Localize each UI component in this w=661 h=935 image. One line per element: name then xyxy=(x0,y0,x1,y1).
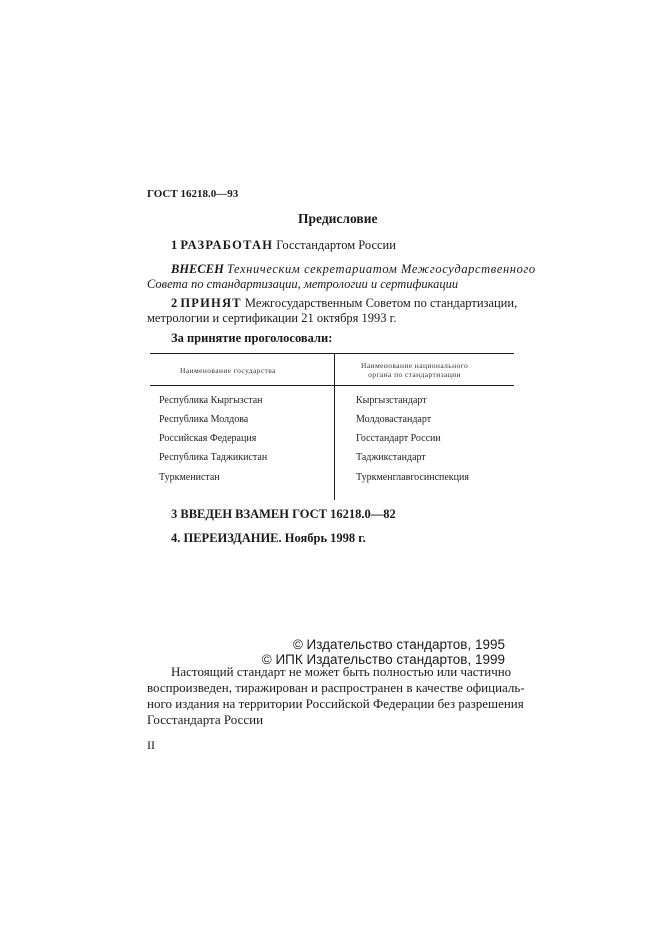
notice-line-1: Настоящий стандарт не может быть полностью или частично xyxy=(171,664,512,679)
page-number: II xyxy=(147,738,155,752)
item-developed-number: 1 xyxy=(171,238,178,252)
item-introduced-text: Техническим секретариатом Межгосударственного xyxy=(226,262,536,276)
item-adopted-keyword: ПРИНЯТ xyxy=(180,296,242,310)
table-header-body-line1: Наименование национального xyxy=(361,361,469,370)
item-adopted-number: 2 xyxy=(171,296,178,310)
table-header-body-line2: органа по стандартизации xyxy=(368,370,461,379)
item-developed xyxy=(171,238,396,253)
table-row-1-body: Кыргызстандарт xyxy=(356,395,427,406)
table-column-divider xyxy=(334,353,335,500)
table-header-body xyxy=(361,361,468,379)
table-header-state: Наименование государства xyxy=(180,366,276,375)
notice-line-3: ного издания на территории Российской Федерации без разрешения xyxy=(147,696,524,711)
table-row-2-state: Республика Молдова xyxy=(159,414,249,425)
table-row-5-state: Туркменистан xyxy=(159,472,220,483)
item-adopted-line1 xyxy=(171,296,517,311)
item-developed-text: Госстандартом России xyxy=(276,238,396,252)
copyright-1999: © ИПК Издательство стандартов, 1999 xyxy=(261,652,505,667)
item-adopted-text: Межгосударственным Советом по стандартизации, xyxy=(244,296,518,310)
table-header-rule xyxy=(150,385,514,386)
item-introduced-keyword: ВНЕСЕН xyxy=(171,262,224,276)
document-code: ГОСТ 16218.0—93 xyxy=(147,188,239,200)
table-row-3-state: Российская Федерация xyxy=(159,433,257,444)
table-row-3-body: Госстандарт России xyxy=(356,433,441,444)
item-introduced-line2: Совета по стандартизации, метрологии и сертификации xyxy=(147,277,459,291)
notice-line-2: воспроизведен, тиражирован и распространен в качестве официаль- xyxy=(147,680,525,695)
table-row-1-state: Республика Кыргызстан xyxy=(159,395,263,406)
notice-line-4: Госстандарта России xyxy=(147,712,264,727)
preface-title: Предисловие xyxy=(298,211,378,226)
item-introduced-line1 xyxy=(171,262,536,277)
reproduction-notice xyxy=(147,664,525,728)
section-replaced: 3 ВВЕДЕН ВЗАМЕН ГОСТ 16218.0—82 xyxy=(171,507,396,521)
table-row-4-body: Таджикстандарт xyxy=(356,452,426,463)
table-row-4-state: Республика Таджикистан xyxy=(159,452,268,463)
section-reissue: 4. ПЕРЕИЗДАНИЕ. Ноябрь 1998 г. xyxy=(171,531,366,545)
table-row-2-body: Молдовастандарт xyxy=(356,414,432,425)
voted-label: За принятие проголосовали: xyxy=(171,331,333,345)
table-top-rule xyxy=(150,353,514,354)
copyright-1995: © Издательство стандартов, 1995 xyxy=(292,637,505,652)
table-row-5-body: Туркменглавгосинспекция xyxy=(356,472,469,483)
item-developed-keyword: РАЗРАБОТАН xyxy=(180,238,274,252)
item-adopted-line2: метрологии и сертификации 21 октября 1993 г. xyxy=(147,311,397,325)
